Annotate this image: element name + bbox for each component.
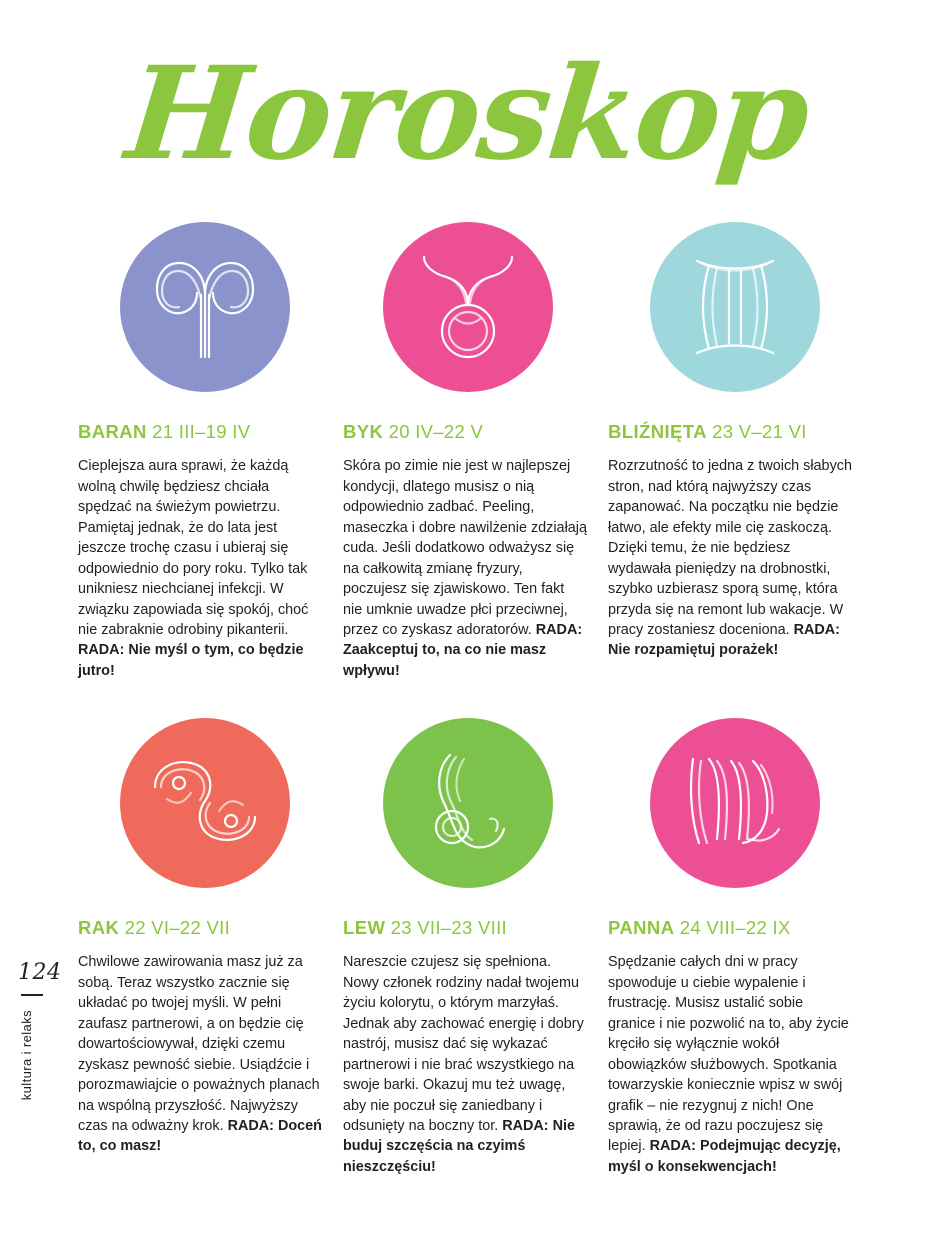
sign-description [343, 952, 587, 1177]
sign-dates: 23 V–21 VI [712, 421, 807, 442]
taurus-icon [383, 222, 553, 392]
page-side-info [18, 960, 68, 1210]
sign-name: LEW [343, 917, 386, 938]
sign-dates: 21 III–19 IV [152, 421, 251, 442]
zodiac-grid-row-2 [78, 718, 868, 1177]
sign-name: BLIŹNIĘTA [608, 421, 707, 442]
sign-dates: 24 VIII–22 IX [679, 917, 791, 938]
zodiac-card-panna [608, 718, 868, 1177]
leo-icon [383, 718, 553, 888]
zodiac-card-lew [343, 718, 603, 1177]
sign-name: RAK [78, 917, 120, 938]
sign-heading [78, 918, 338, 938]
virgo-icon [650, 718, 820, 888]
sign-name: BARAN [78, 421, 147, 442]
sign-advice: RADA: Zaakceptuj to, na co nie masz wpływu! [343, 621, 583, 679]
sign-heading [608, 422, 868, 442]
page-title-block [0, 39, 935, 200]
sign-description-text: Rozrzutność to jedna z twoich słabych stron, nad którą najwyższy czas zapanować. Na początku nie będzie łatwo, ale efekty mile cię zaskoczą. Dzięki temu, że nie będziesz wydawała pieniędzy na drobnostki, szybko uzbierasz sporą sumę, która przyda się na remont lub wakacje. W pracy zostaniesz doceniona. [608, 458, 852, 638]
sign-description-text: Skóra po zimie nie jest w najlepszej kondycji, dlatego musisz o nią odpowiednio zadbać. Peeling, maseczka i dobre nawilżenie zdziałają cuda. Jeśli dodatkowo odważysz się na całkowitą zmianę fryzury, poczujesz się zjawiskowo. Ten fakt nie umknie uwadze płci przeciwnej, przez co zyskasz adoratorów. [343, 458, 587, 638]
zodiac-grid-row-1 [78, 222, 868, 681]
sign-advice: RADA: Nie buduj szczęścia na czyimś nieszczęściu! [343, 1117, 575, 1175]
gemini-icon [650, 222, 820, 392]
sign-description [78, 456, 322, 681]
sign-description-text: Chwilowe zawirowania masz już za sobą. Teraz wszystko zacznie się układać po twojej myśli. W pełni zaufasz partnerowi, a on będzie cię dowartościowywał, dzięki czemu zyskasz pewność siebie. Usiądźcie i porozmawiajcie o poważnych planach na wspólną przyszłość. Najwyższy czas na odważny krok. [78, 954, 320, 1134]
sign-advice: RADA: Nie myśl o tym, co będzie jutro! [78, 642, 304, 679]
sign-name: BYK [343, 421, 384, 442]
sign-dates: 20 IV–22 V [388, 421, 484, 442]
sign-name: PANNA [608, 917, 675, 938]
cancer-icon [120, 718, 290, 888]
sign-description [608, 456, 852, 661]
sign-heading [343, 918, 603, 938]
section-label: kultura i relaks [19, 1010, 34, 1101]
page-title: Horoskop [120, 39, 815, 189]
zodiac-card-byk [343, 222, 603, 681]
sign-description-text: Spędzanie całych dni w pracy spowoduje u ciebie wypalenie i frustrację. Musisz ustalić sobie granice i nie pozwolić na to, aby życie kręciło się wyłącznie wokół obowiązków służbowych. Spotkania towarzyskie koniecznie wpisz w swój grafik – nie rezygnuj z nich! One sprawią, że od razu poczujesz się lepiej. [608, 954, 849, 1155]
aries-icon [120, 222, 290, 392]
sign-description [343, 456, 587, 681]
sign-heading [78, 422, 338, 442]
sign-description-text: Nareszcie czujesz się spełniona. Nowy członek rodziny nadał twojemu życiu kolorytu, o którym marzyłaś. Jednak aby zachować energię i dobry nastrój, musisz dać się wykazać partnerowi i nie brać wszystkiego na swoje barki. Okazuj mu też uwagę, aby nie poczuł się zaniedbany i odsunięty na boczny tor. [343, 954, 584, 1134]
sign-advice: RADA: Podejmując decyzję, myśl o konsekwencjach! [608, 1138, 841, 1175]
sign-advice: RADA: Nie rozpamiętuj porażek! [608, 621, 840, 659]
sign-description-text: Cieplejsza aura sprawi, że każdą wolną chwilę będziesz chciała spędzać na świeżym powietrzu. Pamiętaj jednak, że do lata jest jeszcze trochę czasu i ubieraj się odpowiednio do pory roku. Tylko tak unikniesz niechcianej infekcji. W związku zapowiada się spokój, choć nie zabraknie odrobiny pikanterii. [78, 458, 309, 638]
zodiac-card-rak [78, 718, 338, 1177]
divider [21, 994, 43, 996]
zodiac-card-blizmieta [608, 222, 868, 681]
sign-description [78, 952, 322, 1157]
sign-advice: RADA: Doceń to, co masz! [78, 1117, 322, 1155]
sign-dates: 23 VII–23 VIII [390, 917, 507, 938]
sign-heading [608, 918, 868, 938]
sign-dates: 22 VI–22 VII [124, 917, 231, 938]
page-number: 124 [18, 960, 62, 985]
sign-heading [343, 422, 603, 442]
sign-description [608, 952, 852, 1177]
zodiac-card-baran [78, 222, 338, 681]
